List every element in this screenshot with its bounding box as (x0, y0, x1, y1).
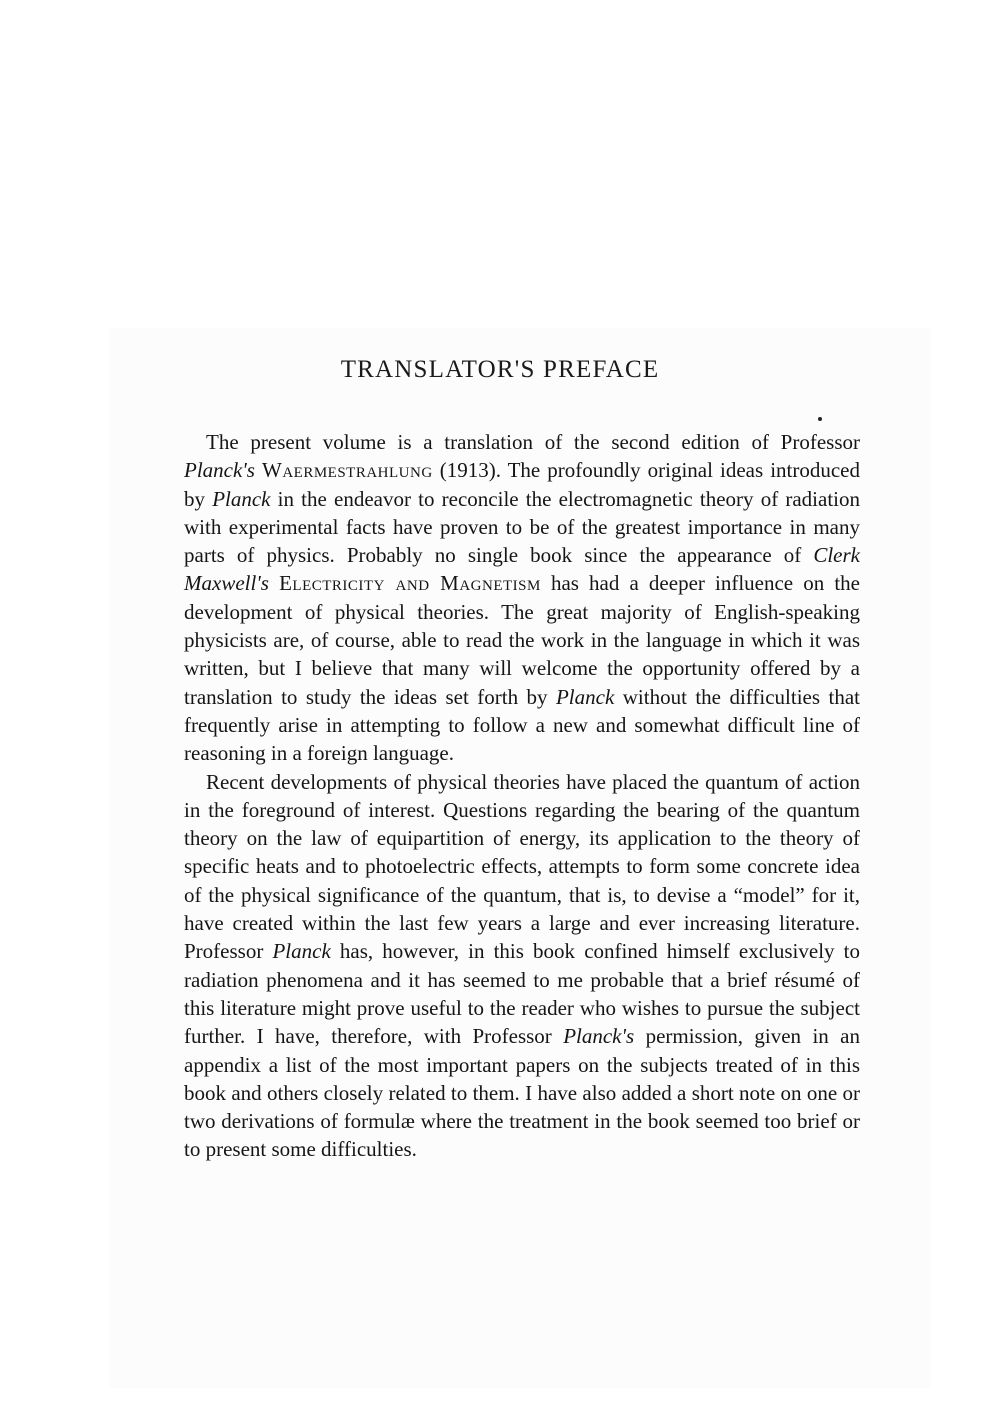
p1-book-title: Waermestrahlung (262, 458, 433, 483)
p1-planck-2: Planck (555, 684, 615, 709)
p1-text-5 (269, 571, 279, 595)
p1-text-3: (1913). The profoundly original ideas introduced by (184, 458, 860, 511)
p1-text-2 (255, 458, 262, 482)
p1-planck: Planck (212, 486, 271, 511)
p2-planck-possessive: Planck's (563, 1024, 635, 1049)
paragraph-2 (184, 768, 860, 1164)
p1-maxwell-book: Electricity and Magnetism (279, 571, 541, 596)
preface-body (184, 428, 860, 1164)
paragraph-1 (184, 428, 860, 768)
p2-text-2: has, however, in this book confined himself exclusively to radiation phenomena and it has seemed to me probable that a brief résumé of this literature might prove useful to the reader who wishes to pursue the subject further. I have, therefore, with Professor (184, 939, 861, 1049)
p2-text-1: Recent developments of physical theories have placed the quantum of action in the foreground of interest. Questions regarding the bearing of the quantum theory on the law of equipartition of energy, its application to the theory of specific heats and to photoelectric effects, attempts to form some concrete idea of the physical significance of the quantum, that is, to devise a “model” for it, have created within the last few years a large and ever increasing literature. Professor (184, 769, 860, 964)
page-title: TRANSLATOR'S PREFACE (340, 356, 660, 383)
p1-planck-possessive: Planck's (184, 458, 255, 483)
p1-text-6: has had a deeper influence on the development of physical theories. The great majority of English-speaking physicists are, of course, able to read the work in the language in which it was written, but I believe that many will welcome the opportunity offered by a translation to study the ideas set forth by (184, 571, 861, 709)
p1-clerk-maxwell: Clerk Maxwell's (184, 543, 860, 596)
p1-text-7: without the difficulties that frequently arise in attempting to follow a new and somewhat difficult line of reasoning in a foreign language. (184, 684, 860, 766)
stray-mark (818, 417, 822, 421)
p2-text-3: permission, given in an appendix a list of the most important papers on the subjects treated of in this book and others closely related to them. I have also added a short note on one or two derivations of formulæ where the treatment in the book seemed too brief or to present some difficulties. (184, 1024, 860, 1162)
p2-planck: Planck (272, 939, 331, 964)
p1-text-4: in the endeavor to reconcile the electromagnetic theory of radiation with experimental facts have proven to be of the greatest importance in many parts of physics. Probably no single book since the appearance of (184, 486, 860, 568)
p1-text-1: The present volume is a translation of the second edition of Professor (206, 430, 860, 454)
